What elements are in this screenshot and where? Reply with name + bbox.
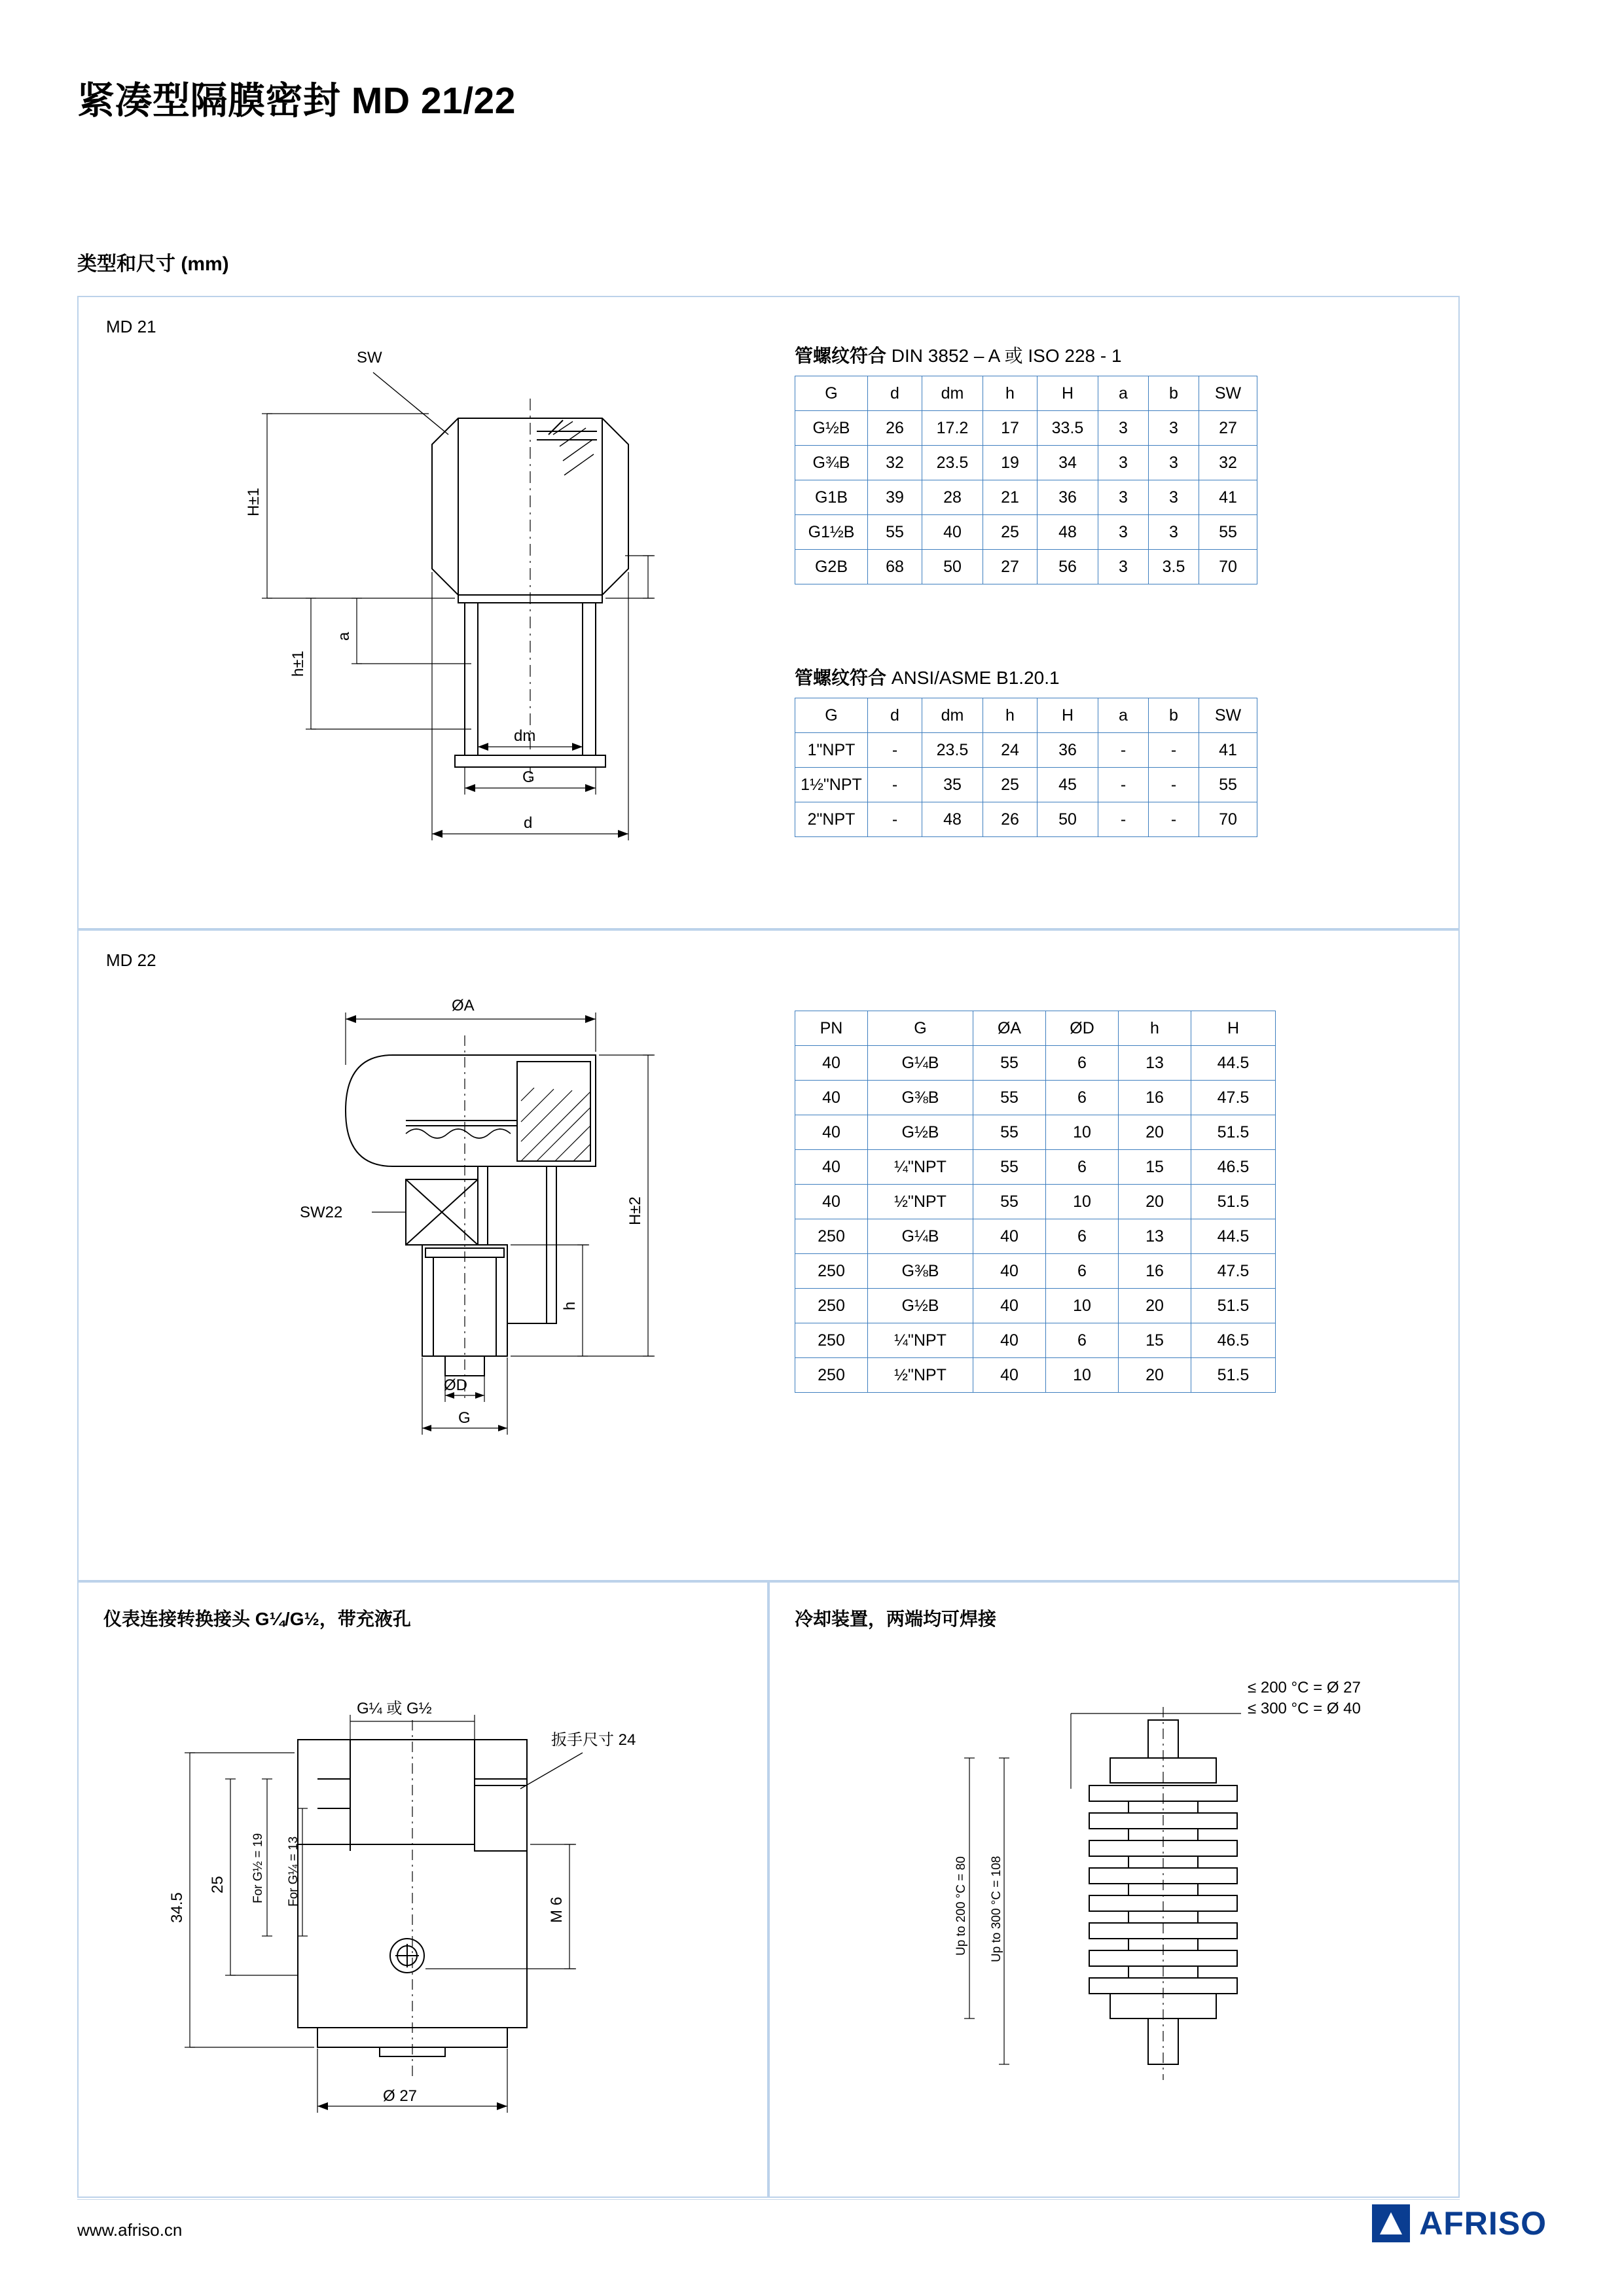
table-cell: G⅜B	[868, 1081, 973, 1115]
table-cell: 2"NPT	[795, 802, 868, 837]
table-cell: 13	[1119, 1219, 1191, 1254]
table-row	[795, 1115, 1276, 1150]
table-cell: 15	[1119, 1323, 1191, 1358]
table-cell: 250	[795, 1254, 868, 1289]
table-cell: 33.5	[1038, 411, 1098, 446]
md21-table1-caption-bold: 管螺纹符合	[795, 346, 887, 366]
md22-table	[795, 1011, 1276, 1393]
table-cell: 32	[868, 446, 922, 480]
table-cell: 3	[1149, 515, 1199, 550]
table-cell: 16	[1119, 1081, 1191, 1115]
table-cell: 39	[868, 480, 922, 515]
table-cell: 47.5	[1191, 1081, 1276, 1115]
table-cell: 36	[1038, 733, 1098, 768]
table-cell: 36	[1038, 480, 1098, 515]
table-cell: 23.5	[922, 733, 983, 768]
table-cell: 6	[1046, 1219, 1119, 1254]
table-cell: 40	[795, 1081, 868, 1115]
table-header-row	[795, 1011, 1276, 1046]
table-cell: G¼B	[868, 1046, 973, 1081]
table-cell: 68	[868, 550, 922, 584]
table-cell: 40	[795, 1115, 868, 1150]
table-header-cell: H	[1191, 1011, 1276, 1046]
table-cell: 48	[1038, 515, 1098, 550]
table-cell: 3	[1098, 515, 1149, 550]
afriso-logo	[1372, 2204, 1547, 2242]
table-cell: 1"NPT	[795, 733, 868, 768]
table-cell: 15	[1119, 1150, 1191, 1185]
table-header-cell: SW	[1199, 376, 1257, 411]
table-cell: 1½"NPT	[795, 768, 868, 802]
table-cell: 70	[1199, 550, 1257, 584]
table-row	[795, 1046, 1276, 1081]
table-cell: 6	[1046, 1081, 1119, 1115]
cooling-drawing	[855, 1648, 1444, 2165]
adapter-heading: 仪表连接转换接头 G¼/G½，带充液孔	[103, 1609, 411, 1629]
table-cell: 250	[795, 1358, 868, 1393]
table-cell: 10	[1046, 1185, 1119, 1219]
adapter-label-top-thread: G¼ 或 G½	[357, 1700, 432, 1717]
table-header-cell: h	[1119, 1011, 1191, 1046]
table-cell: 55	[973, 1185, 1046, 1219]
table-row	[795, 411, 1257, 446]
table-cell: 6	[1046, 1046, 1119, 1081]
table-cell: 19	[983, 446, 1038, 480]
table-row	[795, 1254, 1276, 1289]
panel-md22-label: MD 22	[106, 950, 156, 970]
table-row	[795, 1219, 1276, 1254]
table-cell: 20	[1119, 1358, 1191, 1393]
table-cell: 51.5	[1191, 1358, 1276, 1393]
table-cell: 3	[1098, 446, 1149, 480]
table-cell: 40	[973, 1289, 1046, 1323]
table-header-cell: h	[983, 376, 1038, 411]
table-cell: ½"NPT	[868, 1185, 973, 1219]
table-cell: G½B	[868, 1115, 973, 1150]
table-cell: 55	[973, 1081, 1046, 1115]
table-header-cell: a	[1098, 376, 1149, 411]
table-cell: 10	[1046, 1358, 1119, 1393]
md21-table2-caption	[795, 664, 1060, 690]
table-cell: G1B	[795, 480, 868, 515]
md21-label-sw: SW	[357, 349, 382, 367]
md21-table1-caption	[795, 342, 1122, 368]
table-row	[795, 1289, 1276, 1323]
table-cell: G¾B	[795, 446, 868, 480]
table-header-cell: ØA	[973, 1011, 1046, 1046]
table-cell: 6	[1046, 1150, 1119, 1185]
table-cell: 3	[1149, 446, 1199, 480]
md21-label-h-low: h±1	[289, 651, 307, 677]
table-cell: -	[1098, 768, 1149, 802]
table-cell: G1½B	[795, 515, 868, 550]
table-cell: 23.5	[922, 446, 983, 480]
table-cell: 27	[1199, 411, 1257, 446]
md21-table1-caption-rest: DIN 3852 – A 或 ISO 228 - 1	[891, 346, 1122, 366]
table-cell: -	[1149, 733, 1199, 768]
panel-md21-label: MD 21	[106, 317, 156, 336]
adapter-drawing	[151, 1648, 740, 2165]
table-cell: 21	[983, 480, 1038, 515]
table-cell: 51.5	[1191, 1115, 1276, 1150]
cooling-left2: Up to 300 °C = 108	[990, 1856, 1003, 1962]
table-cell: 26	[868, 411, 922, 446]
table-cell: 46.5	[1191, 1323, 1276, 1358]
table-cell: -	[868, 733, 922, 768]
table-cell: 41	[1199, 480, 1257, 515]
table-cell: 3	[1098, 480, 1149, 515]
table-cell: 6	[1046, 1254, 1119, 1289]
table-header-cell: d	[868, 698, 922, 733]
table-cell: 3	[1098, 411, 1149, 446]
table-header-cell: G	[795, 376, 868, 411]
table-cell: -	[868, 768, 922, 802]
table-cell: 20	[1119, 1289, 1191, 1323]
md21-drawing	[196, 336, 733, 880]
md22-label-h-cap: H±2	[626, 1196, 644, 1225]
adapter-label-for-g14: For G¼ = 13	[287, 1836, 300, 1907]
table-cell: -	[1098, 802, 1149, 837]
table-header-cell: b	[1149, 376, 1199, 411]
table-cell: G⅜B	[868, 1254, 973, 1289]
table-cell: 40	[973, 1254, 1046, 1289]
table-cell: 41	[1199, 733, 1257, 768]
md21-table-din	[795, 376, 1257, 584]
table-cell: 10	[1046, 1289, 1119, 1323]
table-cell: G¼B	[868, 1219, 973, 1254]
section-heading: 类型和尺寸 (mm)	[77, 253, 229, 275]
table-header-cell: dm	[922, 376, 983, 411]
panel-cooling	[768, 1581, 1460, 2198]
table-cell: 40	[973, 1323, 1046, 1358]
cooling-heading: 冷却装置，两端均可焊接	[795, 1609, 997, 1629]
table-cell: 55	[1199, 515, 1257, 550]
table-cell: 3	[1149, 411, 1199, 446]
table-row	[795, 446, 1257, 480]
md21-label-dm: dm	[514, 727, 536, 745]
table-cell: G½B	[795, 411, 868, 446]
table-cell: 70	[1199, 802, 1257, 837]
table-cell: 3.5	[1149, 550, 1199, 584]
adapter-label-25: 25	[209, 1876, 226, 1893]
table-header-cell: H	[1038, 698, 1098, 733]
table-cell: G½B	[868, 1289, 973, 1323]
table-cell: 250	[795, 1219, 868, 1254]
table-cell: 40	[922, 515, 983, 550]
table-cell: 20	[1119, 1115, 1191, 1150]
table-cell: 56	[1038, 550, 1098, 584]
table-cell: 51.5	[1191, 1289, 1276, 1323]
table-cell: 55	[868, 515, 922, 550]
md21-label-h-cap: H±1	[245, 488, 262, 516]
table-cell: 40	[795, 1185, 868, 1219]
md21-label-g: G	[522, 768, 535, 786]
md22-label-sw22: SW22	[300, 1204, 343, 1221]
table-cell: 44.5	[1191, 1046, 1276, 1081]
table-cell: 48	[922, 802, 983, 837]
table-row	[795, 802, 1257, 837]
table-header-cell: dm	[922, 698, 983, 733]
table-cell: 17.2	[922, 411, 983, 446]
table-row	[795, 1358, 1276, 1393]
table-cell: 45	[1038, 768, 1098, 802]
table-cell: 40	[973, 1358, 1046, 1393]
afriso-logo-icon	[1372, 2204, 1410, 2242]
table-cell: 26	[983, 802, 1038, 837]
table-cell: 10	[1046, 1115, 1119, 1150]
panel-md21	[77, 296, 1460, 929]
table-cell: 20	[1119, 1185, 1191, 1219]
table-header-cell: SW	[1199, 698, 1257, 733]
md22-drawing	[190, 970, 733, 1533]
adapter-label-for-g12: For G½ = 19	[251, 1833, 265, 1903]
table-header-cell: H	[1038, 376, 1098, 411]
table-cell: 27	[983, 550, 1038, 584]
table-row	[795, 1081, 1276, 1115]
table-cell: G2B	[795, 550, 868, 584]
table-header-row	[795, 376, 1257, 411]
panel-md22	[77, 929, 1460, 1581]
table-cell: -	[868, 802, 922, 837]
table-row	[795, 1150, 1276, 1185]
table-cell: 25	[983, 515, 1038, 550]
table-header-row	[795, 698, 1257, 733]
table-cell: 16	[1119, 1254, 1191, 1289]
table-cell: 55	[973, 1150, 1046, 1185]
table-cell: 28	[922, 480, 983, 515]
table-cell: 3	[1149, 480, 1199, 515]
table-cell: 250	[795, 1289, 868, 1323]
table-header-cell: a	[1098, 698, 1149, 733]
adapter-label-34-5: 34.5	[168, 1892, 186, 1923]
table-row	[795, 1323, 1276, 1358]
table-cell: ½"NPT	[868, 1358, 973, 1393]
md22-label-phi-a: ØA	[452, 997, 475, 1014]
table-row	[795, 550, 1257, 584]
table-cell: 3	[1098, 550, 1149, 584]
table-cell: ¼"NPT	[868, 1150, 973, 1185]
table-header-cell: G	[868, 1011, 973, 1046]
table-cell: 25	[983, 768, 1038, 802]
md22-label-phi-d: ØD	[444, 1376, 467, 1394]
table-cell: 40	[973, 1219, 1046, 1254]
table-cell: -	[1098, 733, 1149, 768]
table-cell: 46.5	[1191, 1150, 1276, 1185]
table-cell: 40	[795, 1046, 868, 1081]
md22-label-h-low: h	[561, 1301, 579, 1310]
table-cell: 55	[973, 1115, 1046, 1150]
md22-label-g: G	[458, 1409, 471, 1427]
footer-divider	[77, 2199, 1460, 2200]
table-cell: -	[1149, 768, 1199, 802]
table-cell: 40	[795, 1150, 868, 1185]
panel-adapter	[77, 1581, 768, 2198]
table-cell: 32	[1199, 446, 1257, 480]
table-cell: 24	[983, 733, 1038, 768]
table-cell: 34	[1038, 446, 1098, 480]
table-header-cell: b	[1149, 698, 1199, 733]
md21-label-a: a	[335, 632, 353, 641]
cooling-note1: ≤ 200 °C = Ø 27	[1248, 1679, 1361, 1696]
table-cell: 55	[973, 1046, 1046, 1081]
table-cell: 47.5	[1191, 1254, 1276, 1289]
afriso-logo-text: AFRISO	[1419, 2205, 1547, 2242]
cooling-note2: ≤ 300 °C = Ø 40	[1248, 1700, 1361, 1717]
table-header-cell: h	[983, 698, 1038, 733]
table-header-cell: PN	[795, 1011, 868, 1046]
table-cell: 51.5	[1191, 1185, 1276, 1219]
md21-table2-caption-bold: 管螺纹符合	[795, 668, 887, 688]
table-row	[795, 515, 1257, 550]
table-header-cell: ØD	[1046, 1011, 1119, 1046]
md21-table2-caption-rest: ANSI/ASME B1.20.1	[891, 668, 1060, 688]
table-cell: 50	[1038, 802, 1098, 837]
table-cell: 6	[1046, 1323, 1119, 1358]
table-header-cell: d	[868, 376, 922, 411]
footer-url[interactable]: www.afriso.cn	[77, 2220, 183, 2240]
table-cell: -	[1149, 802, 1199, 837]
table-cell: 13	[1119, 1046, 1191, 1081]
cooling-left1: Up to 200 °C = 80	[954, 1856, 968, 1956]
table-row	[795, 733, 1257, 768]
table-cell: 55	[1199, 768, 1257, 802]
table-row	[795, 1185, 1276, 1219]
table-cell: 44.5	[1191, 1219, 1276, 1254]
table-cell: 17	[983, 411, 1038, 446]
page-title: 紧凑型隔膜密封 MD 21/22	[77, 80, 516, 122]
table-cell: 50	[922, 550, 983, 584]
adapter-label-dia27: Ø 27	[383, 2087, 418, 2105]
md21-label-d: d	[524, 814, 533, 832]
table-header-cell: G	[795, 698, 868, 733]
table-row	[795, 480, 1257, 515]
table-row	[795, 768, 1257, 802]
adapter-label-m6: M 6	[548, 1896, 566, 1923]
table-cell: ¼"NPT	[868, 1323, 973, 1358]
table-cell: 35	[922, 768, 983, 802]
md21-table-ansi	[795, 698, 1257, 837]
table-cell: 250	[795, 1323, 868, 1358]
adapter-label-wrench: 扳手尺寸 24	[551, 1731, 636, 1749]
